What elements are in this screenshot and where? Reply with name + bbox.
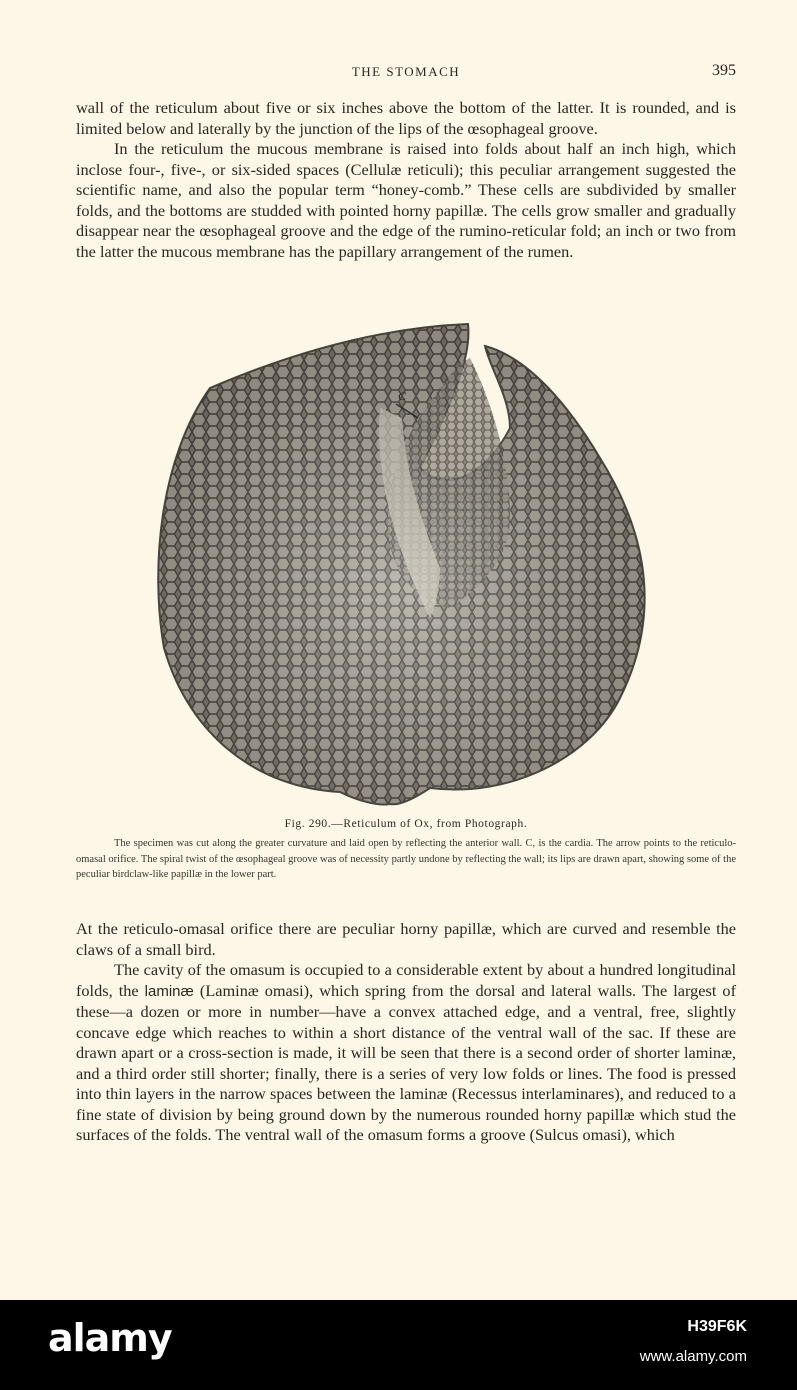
reticulum-photograph xyxy=(150,318,662,814)
omasum-text-rest: (Laminæ omasi), which spring from the dorsal and lateral walls. The largest of these—a dozen or more in number—have a convex attached edge, and a ventral, free, slightly concave edge which reaches to within a short distance of the ventral wall of the sac. If these are drawn apart or a cross-section is made, it will be seen that there is a second order of shorter laminæ, and a third order still shorter; finally, there is a series of very low folds or lines. The food is pressed into thin layers in the narrow spaces between the laminæ (Recessus interlaminares), and reduced to a fine state of division by being ground down by the numerous rounded horny papillæ which stud the surfaces of the folds. The ventral wall of the omasum forms a groove (Sulcus omasi), which xyxy=(76,980,736,1144)
running-title: THE STOMACH xyxy=(351,64,461,79)
figure-description-text: The specimen was cut along the greater curvature and laid open by reflecting the anterior wall. C, is the cardia. The arrow points to the reticulo-omasal orifice. The spiral twist of the œsophageal groove was of necessity partly undone by reflecting the wall; its lips are drawn apart, showing some of the peculiar birdclaw-like papillæ in the lower part. xyxy=(76,838,736,880)
laminae-term: laminæ xyxy=(144,982,194,1000)
alamy-logo: alamy xyxy=(48,1316,172,1360)
reticulum-figure xyxy=(150,318,662,814)
running-head xyxy=(76,62,736,82)
page-number: 395 xyxy=(712,62,736,79)
watermark-url: www.alamy.com xyxy=(639,1348,747,1365)
paragraph-reticulum: In the reticulum the mucous membrane is raised into folds about half an inch high, which inclose four-, five-, or six-sided spaces (Cellulæ reticuli); this peculiar arrangement suggested the scientific name, and also the popular term “honey-comb.” These cells are subdivided by smaller folds, and the bottoms are studded with pointed horny papillæ. The cells grow smaller and gradually disappear near the œsophageal groove and the edge of the rumino-reticular fold; an inch or two from the latter the mucous membrane has the papillary arrangement of the rumen. xyxy=(76,139,736,261)
cardia-label: C xyxy=(398,389,407,403)
reticulum-specimen xyxy=(158,324,644,805)
image-id: H39F6K xyxy=(687,1318,747,1335)
figure-description xyxy=(76,836,736,883)
figure-caption: Fig. 290.—Reticulum of Ox, from Photograph. xyxy=(284,818,528,830)
bottom-text xyxy=(76,919,736,1146)
omasum-text-start: The cavity of the omasum is occupied to a considerable extent by about a hundred longitudinal folds, the xyxy=(76,960,736,1000)
top-text xyxy=(76,98,736,262)
stock-watermark-bar xyxy=(0,1300,797,1390)
paragraph-orifice: At the reticulo-omasal orifice there are peculiar horny papillæ, which are curved and resemble the claws of a small bird. xyxy=(76,919,736,959)
paragraph-omasum xyxy=(76,960,736,1146)
paragraph-continued: wall of the reticulum about five or six inches above the bottom of the latter. It is rounded, and is limited below and laterally by the junction of the lips of the œsophageal groove. xyxy=(76,98,736,138)
